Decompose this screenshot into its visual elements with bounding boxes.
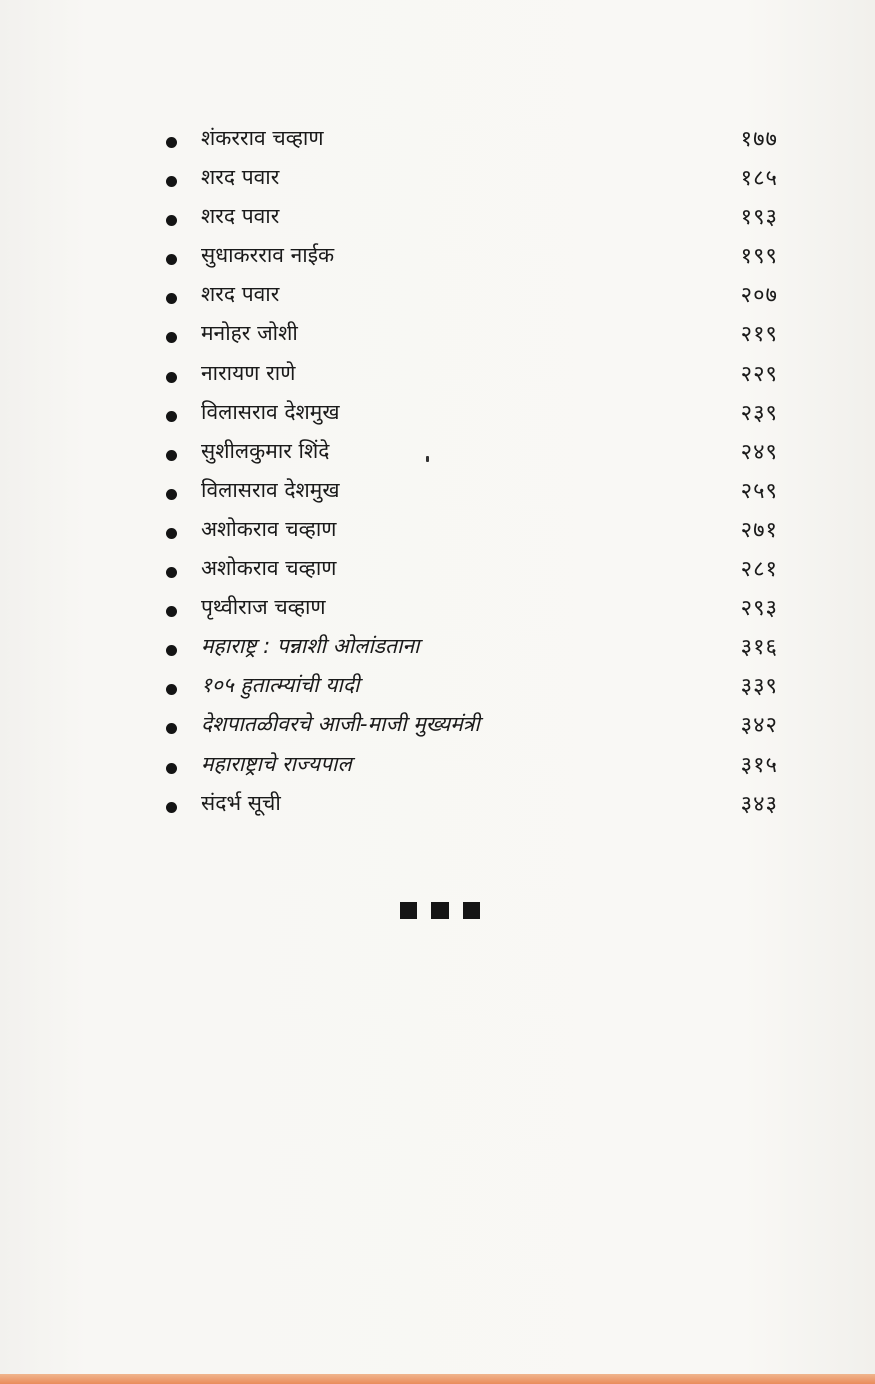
toc-entry-page-number: २३९ [740,400,778,426]
toc-entry [160,394,780,433]
toc-entry [160,355,780,394]
toc-entry [160,472,780,511]
toc-entry [160,706,780,745]
bullet-icon [166,802,177,813]
bullet-icon [166,450,177,461]
toc-entry-title: नारायण राणे [201,360,296,385]
toc-entry [160,237,780,276]
toc-entry [160,628,780,667]
ink-speck [426,456,429,462]
toc-entry-page-number: १८५ [740,166,778,192]
toc-entry [160,198,780,237]
toc-entry-page-number: ३१५ [740,752,778,778]
toc-entry-title: विलासराव देशमुख [201,399,340,424]
toc-entry-title: १०५ हुतात्म्यांची यादी [201,673,360,698]
toc-entry-page-number: ३३९ [740,674,778,700]
toc-entry-title: मनोहर जोशी [201,321,298,346]
end-mark [463,902,480,919]
toc-entry [160,159,780,198]
bullet-icon [166,332,177,343]
toc-entry-page-number: ३४२ [740,713,778,739]
toc-entry-title: शंकरराव चव्हाण [201,126,324,150]
bullet-icon [166,372,177,383]
toc-entry-title: सुशीलकुमार शिंदे [201,438,330,463]
toc-entry-page-number: २५९ [740,478,778,504]
toc-entry-page-number: १७७ [740,127,778,152]
toc-entry-page-number: २२९ [740,361,778,387]
toc-entry-title: विलासराव देशमुख [201,477,340,502]
toc-entry-page-number: २७१ [740,517,778,543]
bullet-icon [166,606,177,617]
end-mark [400,902,417,919]
toc-entry-title: संदर्भ सूची [201,790,281,815]
toc-entry-page-number: २०७ [740,283,778,309]
toc-entry-page-number: २८१ [740,557,778,583]
toc-entry [160,511,780,550]
toc-entry-page-number: १९९ [740,244,778,270]
toc-entry [160,785,780,824]
toc-entry [160,589,780,628]
toc-entry [160,120,780,159]
toc-entry-title: शरद पवार [201,204,280,229]
bullet-icon [166,293,177,304]
toc-entry [160,667,780,706]
toc-entry-title: सुधाकरराव नाईक [201,243,335,268]
toc-entry-title: महाराष्ट्राचे राज्यपाल [201,751,352,776]
toc-entry-title: अशोकराव चव्हाण [201,516,337,541]
bullet-icon [166,567,177,578]
bullet-icon [166,684,177,695]
toc-entry-page-number: ३४३ [740,791,778,817]
toc-entry-page-number: १९३ [740,205,778,231]
toc-entry-title: शरद पवार [201,282,280,307]
toc-entry [160,433,780,472]
bullet-icon [166,763,177,774]
bullet-icon [166,215,177,226]
toc-entry-title: अशोकराव चव्हाण [201,556,337,581]
table-of-contents [160,120,780,824]
toc-entry-title: शरद पवार [201,165,280,190]
bullet-icon [166,137,177,148]
toc-entry-page-number: २४९ [740,439,778,465]
bullet-icon [166,176,177,187]
toc-entry-title: पृथ्वीराज चव्हाण [201,595,326,620]
end-mark [431,902,448,919]
bullet-icon [166,645,177,656]
bullet-icon [166,254,177,265]
page-bottom-edge [0,1374,875,1384]
bullet-icon [166,723,177,734]
bullet-icon [166,528,177,539]
bullet-icon [166,411,177,422]
toc-entry [160,550,780,589]
toc-entry [160,746,780,785]
bullet-icon [166,489,177,500]
toc-entry-page-number: २१९ [740,322,778,348]
section-end-marks [400,902,480,920]
toc-entry-title: महाराष्ट्र : पन्नाशी ओलांडताना [201,634,420,659]
toc-entry-page-number: ३१६ [740,635,778,661]
toc-entry-page-number: २९३ [740,596,778,622]
toc-entry-title: देशपातळीवरचे आजी-माजी मुख्यमंत्री [201,712,480,737]
toc-entry [160,276,780,315]
toc-entry [160,315,780,354]
